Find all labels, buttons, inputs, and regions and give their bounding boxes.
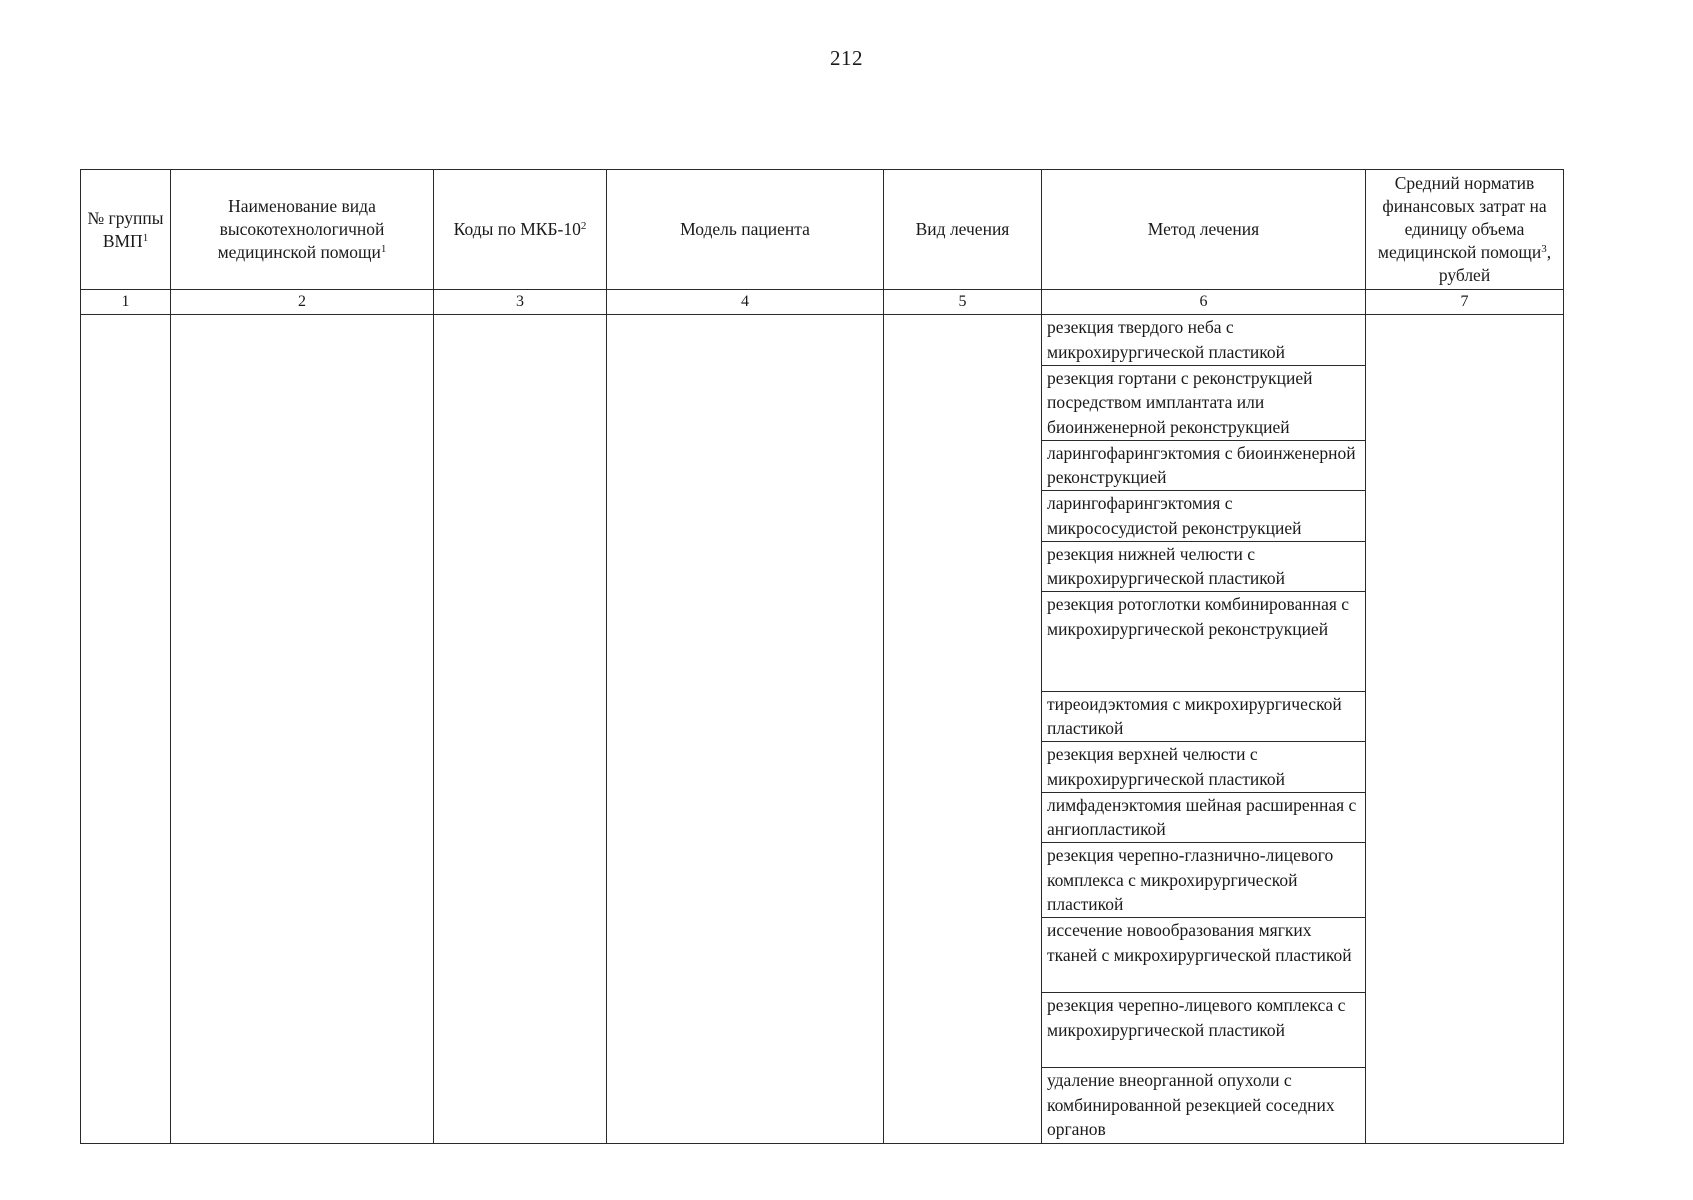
column-number: 6 xyxy=(1042,290,1366,315)
method-item: удаление внеорганной опухоли с комбинированной резекцией соседних органов xyxy=(1047,1070,1335,1139)
table-row xyxy=(81,315,1564,1144)
header-group-number xyxy=(81,170,171,290)
cell-icd10-codes xyxy=(434,315,607,1144)
cell-group-number xyxy=(81,315,171,1144)
header-text: Средний норматив финансовых затрат на единицу объема медицинской помощи xyxy=(1377,173,1547,262)
header-row xyxy=(81,170,1564,290)
column-number-row xyxy=(81,290,1564,315)
column-number: 4 xyxy=(607,290,884,315)
method-item: ларингофарингэктомия с микрососудистой реконструкцией xyxy=(1042,491,1365,542)
footnote-mark: 1 xyxy=(142,231,149,244)
method-item: резекция черепно-глазнично-лицевого комплекса с микрохирургической пластикой xyxy=(1042,843,1365,918)
cell-average-cost xyxy=(1366,315,1564,1144)
header-care-type-name xyxy=(171,170,434,290)
cell-treatment-methods xyxy=(1042,315,1366,1144)
header-text: , рублей xyxy=(1438,242,1552,285)
cell-patient-model xyxy=(607,315,884,1144)
method-item: тиреоидэктомия с микрохирургической пластикой xyxy=(1042,692,1365,743)
header-treatment-method xyxy=(1042,170,1366,290)
footnote-mark: 3 xyxy=(1541,243,1547,255)
method-list xyxy=(1042,315,1365,1143)
cell-care-type-name xyxy=(171,315,434,1144)
header-icd10-codes xyxy=(434,170,607,290)
cell-treatment-type xyxy=(884,315,1042,1144)
header-patient-model xyxy=(607,170,884,290)
header-average-cost-standard xyxy=(1366,170,1564,290)
header-text: Модель пациента xyxy=(680,219,810,239)
footnote-mark: 1 xyxy=(380,243,387,255)
header-text: Метод лечения xyxy=(1147,219,1260,239)
header-text: Вид лечения xyxy=(915,219,1010,239)
column-number: 7 xyxy=(1366,290,1564,315)
header-treatment-type xyxy=(884,170,1042,290)
method-item: ларингофарингэктомия с биоинженерной реконструкцией xyxy=(1042,441,1365,492)
method-item: резекция ротоглотки комбинированная с микрохирургической реконструкцией xyxy=(1042,592,1365,692)
method-item: резекция твердого неба с микрохирургической пластикой xyxy=(1042,315,1365,366)
header-text: № группы ВМП xyxy=(87,207,164,251)
column-number: 3 xyxy=(434,290,607,315)
footnote-mark: 2 xyxy=(580,220,587,232)
method-item: иссечение новообразования мягких тканей с микрохирургической пластикой xyxy=(1042,918,1365,993)
page-number: 212 xyxy=(830,46,863,70)
method-item: резекция черепно-лицевого комплекса с микрохирургической пластикой xyxy=(1042,993,1365,1068)
column-number: 1 xyxy=(81,290,171,315)
treatment-table xyxy=(80,169,1564,1144)
method-item: лимфаденэктомия шейная расширенная с ангиопластикой xyxy=(1042,793,1365,844)
header-text: Наименование вида высокотехнологичной медицинской помощи xyxy=(217,196,385,262)
method-item: резекция верхней челюсти с микрохирургической пластикой xyxy=(1042,742,1365,793)
column-number: 5 xyxy=(884,290,1042,315)
method-item: резекция нижней челюсти с микрохирургической пластикой xyxy=(1042,542,1365,593)
column-number: 2 xyxy=(171,290,434,315)
header-text: Коды по МКБ-10 xyxy=(453,219,581,239)
method-item: резекция гортани с реконструкцией посредством имплантата или биоинженерной реконструкцией xyxy=(1042,366,1365,441)
